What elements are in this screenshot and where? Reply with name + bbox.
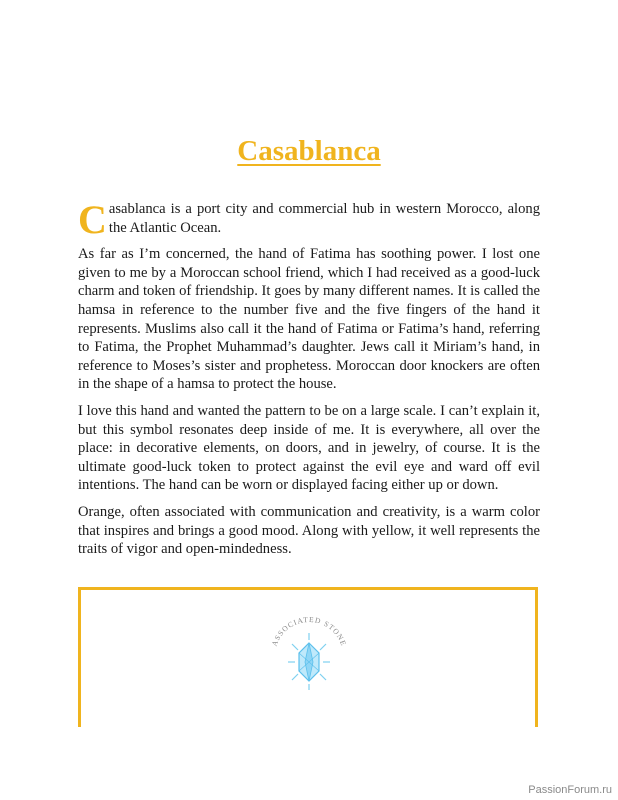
watermark: PassionForum.ru bbox=[528, 784, 612, 796]
associated-stone-stamp-icon bbox=[261, 612, 357, 692]
paragraph: Orange, often associated with communication and creativity, is a warm color that inspires and brings a good mood. Along with yellow, it well represents the traits of vigor and open-mindedness. bbox=[78, 503, 540, 558]
paragraph: As far as I’m concerned, the hand of Fatima has soothing power. I lost one given to me by a Moroccan school friend, which I had received as a good-luck charm and token of friendship. It goes by many different names. It is called the hamsa in reference to the number five and the five fingers of the hand it represents. Muslims also call it the hand of Fatima or Fatima’s hand, referring to Fatima, the Prophet Muhammad’s daughter. Jews call it Miriam’s hand, in reference to Moses’s sister and prophetess. Moroccan door knockers are often in the shape of a hamsa to protect the house. bbox=[78, 246, 540, 393]
intro-paragraph bbox=[78, 197, 540, 242]
intro-text: asablanca is a port city and commercial hub in western Morocco, along the Atlantic Ocean. bbox=[108, 201, 540, 236]
paragraph: I love this hand and wanted the pattern to be on a large scale. I can’t explain it, but this symbol resonates deep inside of me. It is everywhere, all over the place: in decorative elements, on doors, and in jewelry, of course. It is the ultimate good-luck token to protect against the evil eye and ward off evil intentions. The hand can be worn or displayed facing either up or down. bbox=[78, 402, 540, 494]
page-title: Casablanca bbox=[237, 135, 381, 167]
article-body bbox=[78, 197, 540, 567]
drop-cap: C bbox=[78, 197, 107, 242]
stamp-text: ASSOCIATED STONE bbox=[269, 614, 349, 648]
